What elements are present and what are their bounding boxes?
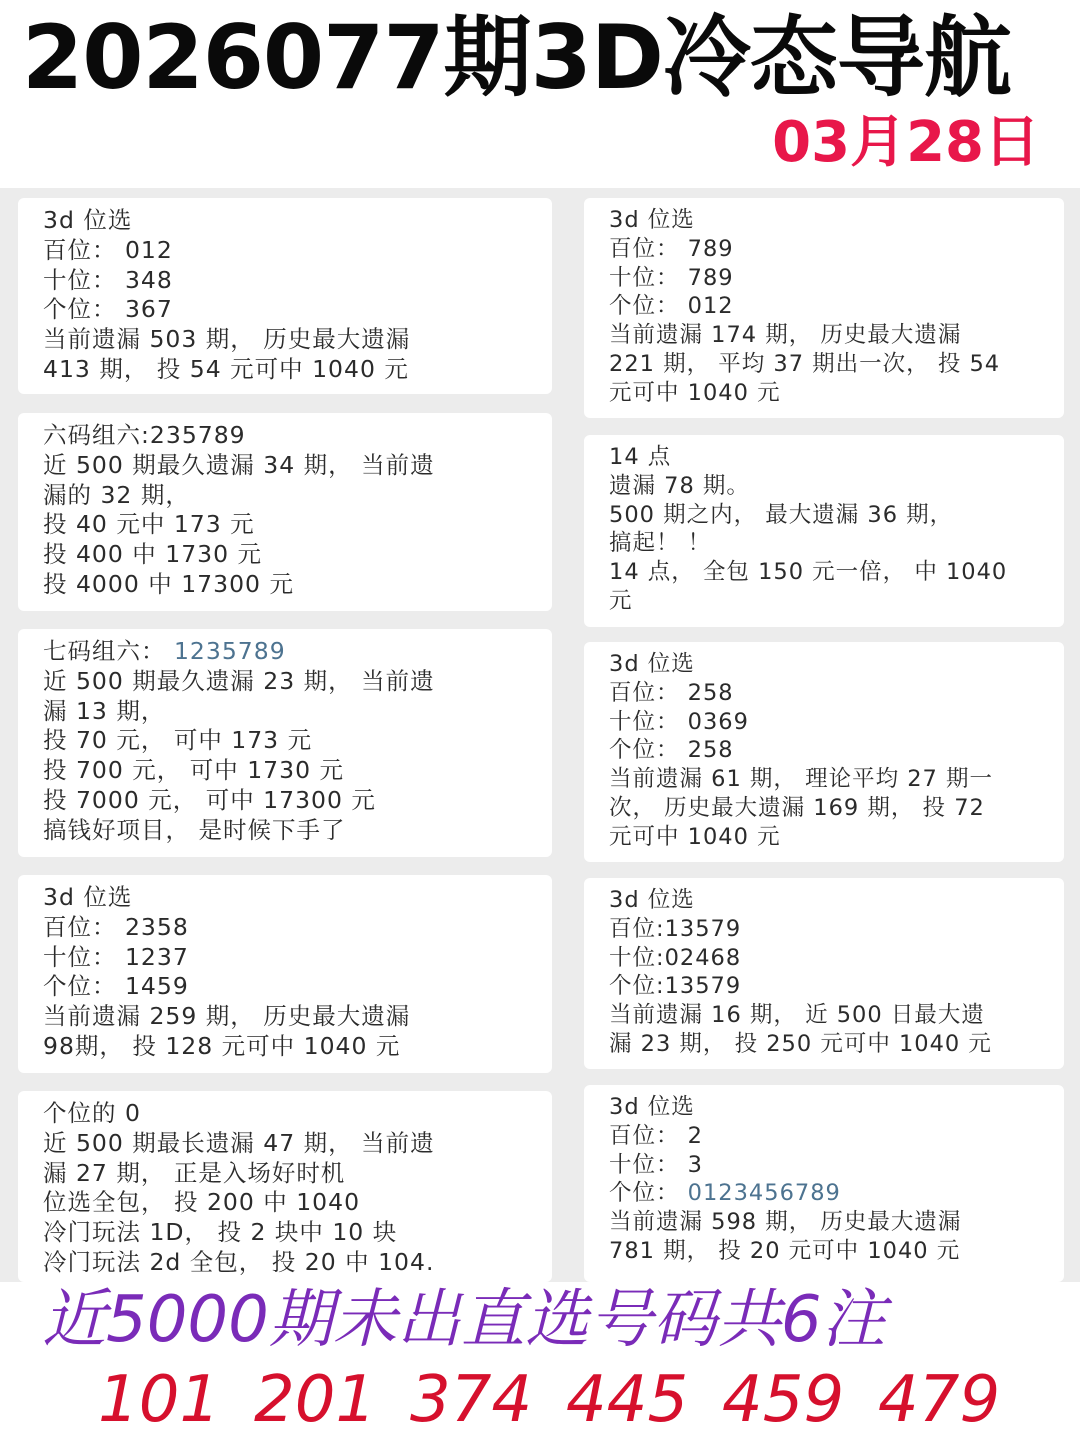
card-line: 3d 位选 bbox=[609, 207, 695, 233]
card-right-1 bbox=[584, 198, 1064, 418]
card-right-4 bbox=[584, 878, 1064, 1069]
card-line: 当前遗漏 61 期， 理论平均 27 期一 bbox=[609, 766, 994, 793]
footer-headline: 近5000期未出直选号码共6注 bbox=[42, 1283, 886, 1357]
card-line: 元 bbox=[609, 587, 633, 614]
card-line: 漏 27 期， 正是入场好时机 bbox=[43, 1158, 346, 1187]
card-line: 百位： 2 bbox=[609, 1122, 703, 1149]
card-line: 413 期， 投 54 元可中 1040 元 bbox=[43, 354, 409, 383]
issue-date: 03月28日 bbox=[772, 110, 1040, 175]
card-line: 3d 位选 bbox=[43, 206, 133, 234]
card-line: 十位:02468 bbox=[609, 944, 742, 971]
card-label: 个位： bbox=[609, 1180, 680, 1207]
number-item: 479 bbox=[878, 1363, 1001, 1437]
card-line: 14 点， 全包 150 元一倍， 中 1040 bbox=[609, 559, 1008, 586]
card-left-3 bbox=[18, 629, 552, 857]
card-line: 当前遗漏 598 期， 历史最大遗漏 bbox=[609, 1209, 962, 1236]
card-line: 百位： 2358 bbox=[43, 912, 189, 941]
card-line: 投 700 元， 可中 1730 元 bbox=[43, 756, 345, 785]
card-line: 漏 13 期， bbox=[43, 696, 166, 725]
card-line: 个位的 0 bbox=[43, 1099, 141, 1127]
card-line: 六码组六:235789 bbox=[43, 421, 246, 449]
card-line: 个位:13579 bbox=[609, 973, 742, 1000]
card-line: 十位： 789 bbox=[609, 264, 734, 291]
highlight-number: 1235789 bbox=[173, 637, 286, 665]
card-line: 当前遗漏 259 期， 历史最大遗漏 bbox=[43, 1002, 411, 1031]
card-right-2 bbox=[584, 435, 1064, 627]
card-line: 个位： 367 bbox=[43, 295, 173, 324]
number-item: 201 bbox=[254, 1363, 377, 1437]
card-line: 个位： 012 bbox=[609, 293, 734, 320]
card-line: 781 期， 投 20 元可中 1040 元 bbox=[609, 1237, 961, 1264]
card-line: 近 500 期最久遗漏 23 期， 当前遗 bbox=[43, 666, 435, 695]
card-line: 近 500 期最久遗漏 34 期， 当前遗 bbox=[43, 450, 435, 479]
card-line: 当前遗漏 503 期， 历史最大遗漏 bbox=[43, 325, 411, 354]
card-line: 遗漏 78 期。 bbox=[609, 472, 750, 499]
card-line: 投 40 元中 173 元 bbox=[43, 510, 255, 539]
card-line: 当前遗漏 16 期， 近 500 日最大遗 bbox=[609, 1002, 985, 1029]
card-right-5 bbox=[584, 1085, 1064, 1282]
card-line: 漏的 32 期， bbox=[43, 480, 190, 509]
card-line: 500 期之内， 最大遗漏 36 期， bbox=[609, 501, 954, 528]
number-list bbox=[0, 1362, 1080, 1438]
card-line: 221 期， 平均 37 期出一次， 投 54 bbox=[609, 350, 1001, 377]
highlight-number: 0123456789 bbox=[687, 1180, 841, 1207]
header bbox=[0, 0, 1080, 188]
card-line: 个位： 258 bbox=[609, 737, 734, 764]
card-line: 投 70 元， 可中 173 元 bbox=[43, 726, 313, 755]
card-line: 3d 位选 bbox=[609, 651, 695, 677]
card-line: 3d 位选 bbox=[43, 883, 133, 911]
card-line bbox=[609, 1179, 1046, 1208]
footer bbox=[0, 1282, 1080, 1440]
page-title: 2026077期3D冷态导航 bbox=[22, 6, 1011, 109]
card-line: 投 7000 元， 可中 17300 元 bbox=[43, 785, 376, 814]
card-label: 七码组六： bbox=[43, 637, 166, 665]
card-line: 搞钱好项目， 是时候下手了 bbox=[43, 815, 346, 844]
number-item: 101 bbox=[98, 1363, 221, 1437]
card-left-1 bbox=[18, 198, 552, 394]
card-right-3 bbox=[584, 642, 1064, 862]
card-line: 百位： 789 bbox=[609, 235, 734, 262]
card-line: 98期， 投 128 元可中 1040 元 bbox=[43, 1031, 401, 1060]
card-line: 14 点 bbox=[609, 444, 672, 470]
card-line: 个位： 1459 bbox=[43, 972, 189, 1001]
card-line: 冷门玩法 2d 全包， 投 20 中 104. bbox=[43, 1247, 435, 1276]
card-line: 元可中 1040 元 bbox=[609, 823, 781, 850]
card-line: 十位： 348 bbox=[43, 265, 173, 294]
number-item: 459 bbox=[722, 1363, 845, 1437]
card-board bbox=[0, 188, 1080, 1282]
number-item: 445 bbox=[566, 1363, 689, 1437]
card-line: 十位： 3 bbox=[609, 1151, 703, 1178]
card-left-5 bbox=[18, 1091, 552, 1282]
card-line: 百位:13579 bbox=[609, 915, 742, 942]
card-line: 漏 23 期， 投 250 元可中 1040 元 bbox=[609, 1030, 992, 1057]
card-line: 十位： 1237 bbox=[43, 942, 189, 971]
card-line: 投 4000 中 17300 元 bbox=[43, 569, 294, 598]
card-line: 近 500 期最长遗漏 47 期， 当前遗 bbox=[43, 1128, 435, 1157]
number-item: 374 bbox=[410, 1363, 533, 1437]
card-line: 冷门玩法 1D， 投 2 块中 10 块 bbox=[43, 1218, 398, 1247]
card-line: 位选全包， 投 200 中 1040 bbox=[43, 1188, 361, 1217]
card-line: 百位： 258 bbox=[609, 679, 734, 706]
card-line: 搞起！ ！ bbox=[609, 530, 712, 557]
card-line: 投 400 中 1730 元 bbox=[43, 540, 263, 569]
card-line: 元可中 1040 元 bbox=[609, 379, 781, 406]
card-line bbox=[43, 637, 534, 667]
card-line: 3d 位选 bbox=[609, 1094, 695, 1120]
card-line: 3d 位选 bbox=[609, 887, 695, 913]
card-line: 百位： 012 bbox=[43, 235, 173, 264]
card-left-2 bbox=[18, 413, 552, 611]
card-line: 当前遗漏 174 期， 历史最大遗漏 bbox=[609, 322, 962, 349]
card-left-4 bbox=[18, 875, 552, 1073]
card-line: 次， 历史最大遗漏 169 期， 投 72 bbox=[609, 794, 985, 821]
card-line: 十位： 0369 bbox=[609, 708, 749, 735]
